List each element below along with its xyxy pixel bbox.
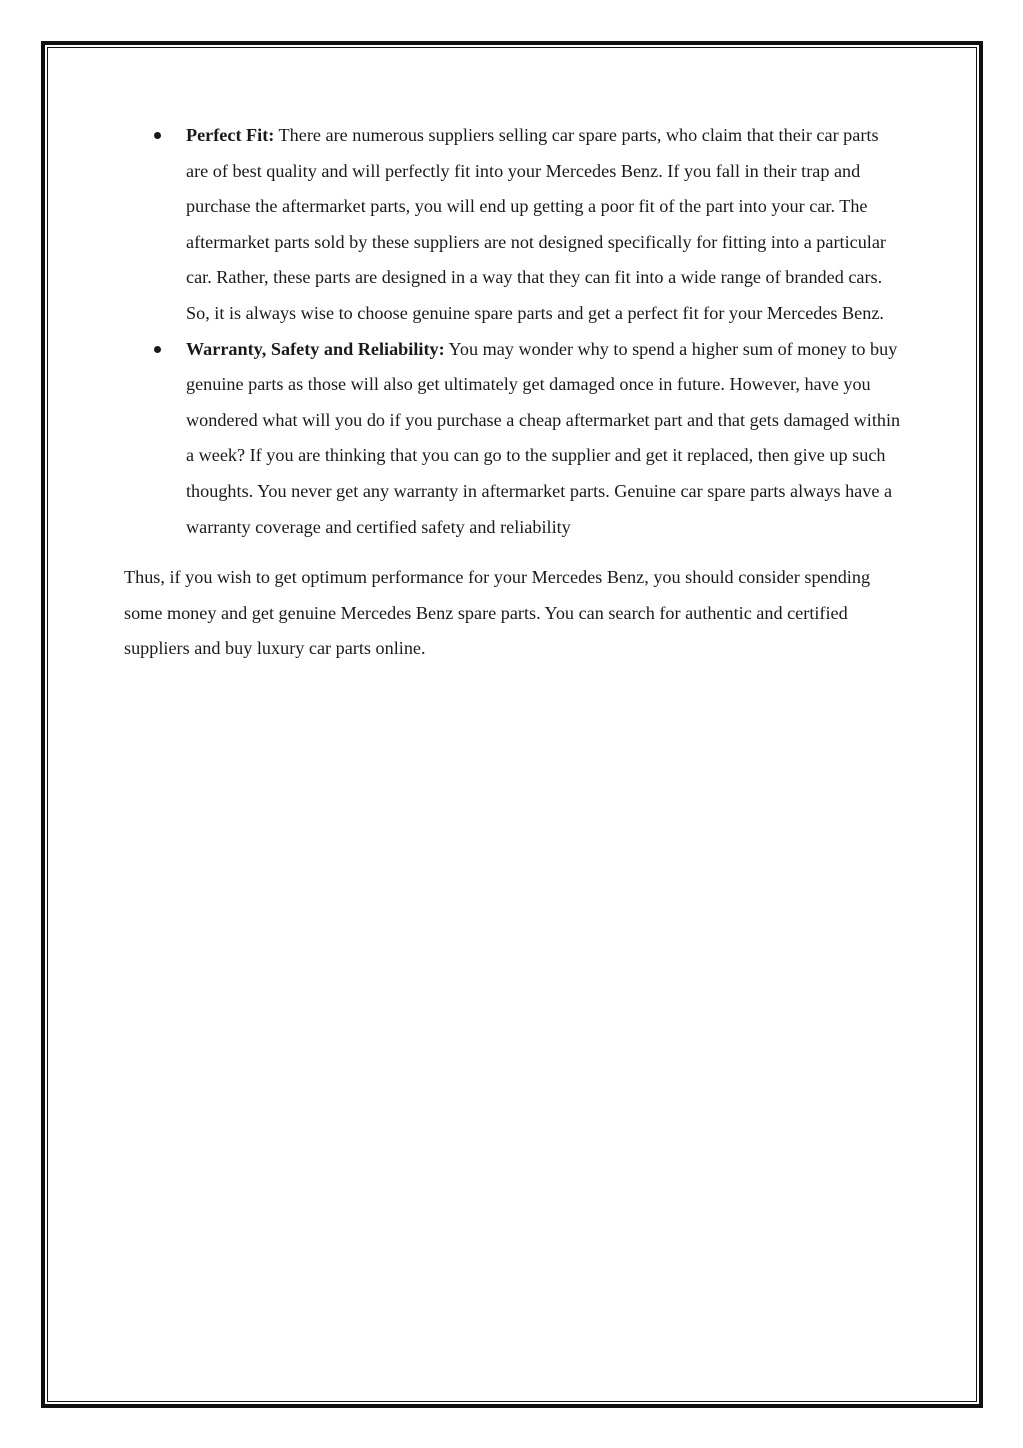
bullet-item-perfect-fit xyxy=(124,118,904,332)
bullet-icon xyxy=(154,346,161,353)
closing-paragraph: Thus, if you wish to get optimum performance for your Mercedes Benz, you should consider spending some money and get genuine Mercedes Benz spare parts. You can search for authentic and certified suppliers and buy luxury car parts online. xyxy=(124,567,871,659)
bullet-heading: Perfect Fit: xyxy=(186,125,275,145)
bullet-heading: Warranty, Safety and Reliability: xyxy=(186,338,445,359)
bullet-list xyxy=(124,118,904,545)
bullet-text: You may wonder why to spend a higher sum of money to buy genuine parts as those will also get ultimately get damaged once in future. However, have you wondered what will you do if you purchase a cheap aftermarket part and that gets damaged within a week? If you are thinking that you can go to the supplier and get it replaced, then give up such thoughts. You never get any warranty in aftermarket parts. Genuine car spare parts always have a warranty coverage and certified safety and reliability xyxy=(186,338,901,537)
bullet-item-warranty xyxy=(124,332,904,546)
document-body xyxy=(124,118,904,667)
bullet-icon xyxy=(154,132,161,139)
bullet-text: There are numerous suppliers selling car spare parts, who claim that their car parts are of best quality and will perfectly fit into your Mercedes Benz. If you fall in their trap and purchase the aftermarket parts, you will end up getting a poor fit of the part into your car. The aftermarket parts sold by these suppliers are not designed specifically for fitting into a particular car. Rather, these parts are designed in a way that they can fit into a wide range of branded cars. So, it is always wise to choose genuine spare parts and get a perfect fit for your Mercedes Benz. xyxy=(186,125,886,323)
